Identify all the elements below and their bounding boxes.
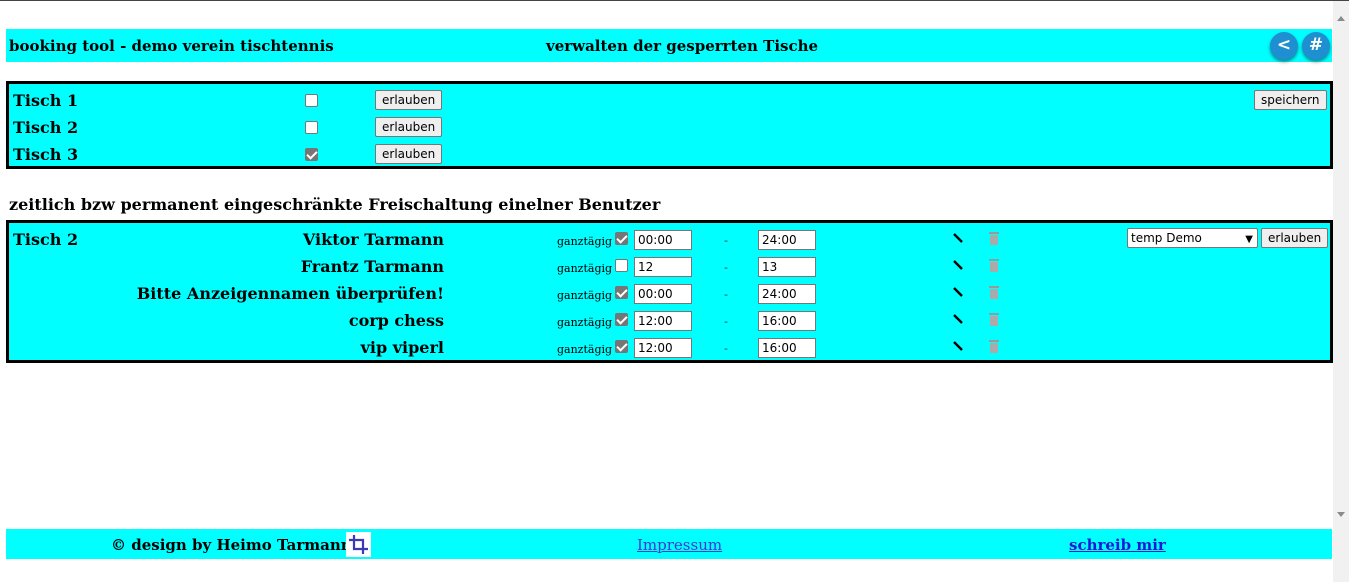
user-row: [9, 333, 1330, 360]
allow-table-button[interactable]: erlauben: [375, 90, 442, 110]
user-restrictions-panel: [6, 220, 1333, 363]
trash-icon[interactable]: [988, 313, 1000, 326]
user-row: [9, 279, 1330, 306]
time-separator: -: [724, 342, 728, 355]
user-name: Viktor Tarmann: [302, 230, 444, 249]
allday-label: ganztägig: [557, 289, 613, 302]
table-row: [9, 140, 1330, 167]
allow-table-button[interactable]: erlauben: [375, 144, 442, 164]
copyright-text: © design by Heimo Tarmann: [111, 536, 352, 554]
crop-icon[interactable]: [346, 532, 371, 557]
allday-checkbox[interactable]: [615, 286, 628, 299]
scroll-down-arrow-icon[interactable]: [1337, 512, 1345, 517]
window-top-border: [0, 0, 1349, 1]
table-row: [9, 86, 1330, 113]
table-name: Tisch 2: [13, 118, 79, 137]
user-name: corp chess: [348, 311, 444, 330]
impressum-link[interactable]: Impressum: [637, 536, 723, 554]
restriction-table-name: Tisch 2: [13, 230, 79, 249]
pencil-icon[interactable]: [952, 313, 964, 325]
allow-user-button[interactable]: erlauben: [1261, 228, 1328, 248]
table-row: [9, 113, 1330, 140]
section-heading: zeitlich bzw permanent eingeschränkte Freischaltung einelner Benutzer: [9, 195, 661, 214]
trash-icon[interactable]: [988, 259, 1000, 272]
allday-label: ganztägig: [557, 235, 613, 248]
app-title: booking tool - demo verein tischtennis: [9, 37, 334, 55]
user-name: vip viperl: [360, 338, 444, 357]
time-separator: -: [724, 315, 728, 328]
time-to-input[interactable]: 24:00: [758, 284, 816, 304]
pencil-icon[interactable]: [952, 340, 964, 352]
allday-checkbox[interactable]: [615, 313, 628, 326]
table-blocked-checkbox[interactable]: [305, 121, 318, 134]
contact-link[interactable]: schreib mir: [1069, 536, 1166, 554]
time-separator: -: [724, 288, 728, 301]
hash-button[interactable]: #: [1302, 32, 1330, 60]
table-name: Tisch 3: [13, 145, 79, 164]
footer-bar: [6, 529, 1332, 559]
trash-icon[interactable]: [988, 286, 1000, 299]
trash-icon[interactable]: [988, 232, 1000, 245]
time-to-input[interactable]: 24:00: [758, 230, 816, 250]
time-from-input[interactable]: 12: [634, 257, 692, 277]
allday-label: ganztägig: [557, 343, 613, 356]
header-bar: [6, 29, 1332, 62]
time-separator: -: [724, 234, 728, 247]
time-from-input[interactable]: 12:00: [634, 311, 692, 331]
page-title: verwalten der gesperrten Tische: [546, 37, 819, 55]
user-select-value: temp Demo: [1131, 231, 1202, 245]
time-from-input[interactable]: 12:00: [634, 338, 692, 358]
pencil-icon[interactable]: [952, 259, 964, 271]
scroll-up-arrow-icon[interactable]: [1337, 16, 1345, 21]
pencil-icon[interactable]: [952, 286, 964, 298]
user-name: Bitte Anzeigennamen überprüfen!: [136, 284, 444, 303]
time-from-input[interactable]: 00:00: [634, 230, 692, 250]
table-blocked-checkbox[interactable]: [305, 148, 318, 161]
time-from-input[interactable]: 00:00: [634, 284, 692, 304]
allday-checkbox[interactable]: [615, 340, 628, 353]
user-row: [9, 252, 1330, 279]
user-row: [9, 306, 1330, 333]
time-to-input[interactable]: 16:00: [758, 338, 816, 358]
time-separator: -: [724, 261, 728, 274]
user-select[interactable]: [1127, 228, 1258, 248]
allow-table-button[interactable]: erlauben: [375, 117, 442, 137]
allday-label: ganztägig: [557, 316, 613, 329]
blocked-tables-panel: [6, 81, 1333, 169]
trash-icon[interactable]: [988, 340, 1000, 353]
time-to-input[interactable]: 16:00: [758, 311, 816, 331]
user-name: Frantz Tarmann: [300, 257, 444, 276]
chevron-down-icon: ▼: [1245, 234, 1253, 245]
save-button[interactable]: speichern: [1254, 90, 1327, 110]
time-to-input[interactable]: 13: [758, 257, 816, 277]
allday-checkbox[interactable]: [615, 232, 628, 245]
table-name: Tisch 1: [13, 91, 79, 110]
allday-checkbox[interactable]: [615, 259, 628, 272]
back-button[interactable]: <: [1270, 32, 1298, 60]
vertical-scrollbar[interactable]: [1333, 1, 1349, 582]
allday-label: ganztägig: [557, 262, 613, 275]
pencil-icon[interactable]: [952, 232, 964, 244]
table-blocked-checkbox[interactable]: [305, 94, 318, 107]
